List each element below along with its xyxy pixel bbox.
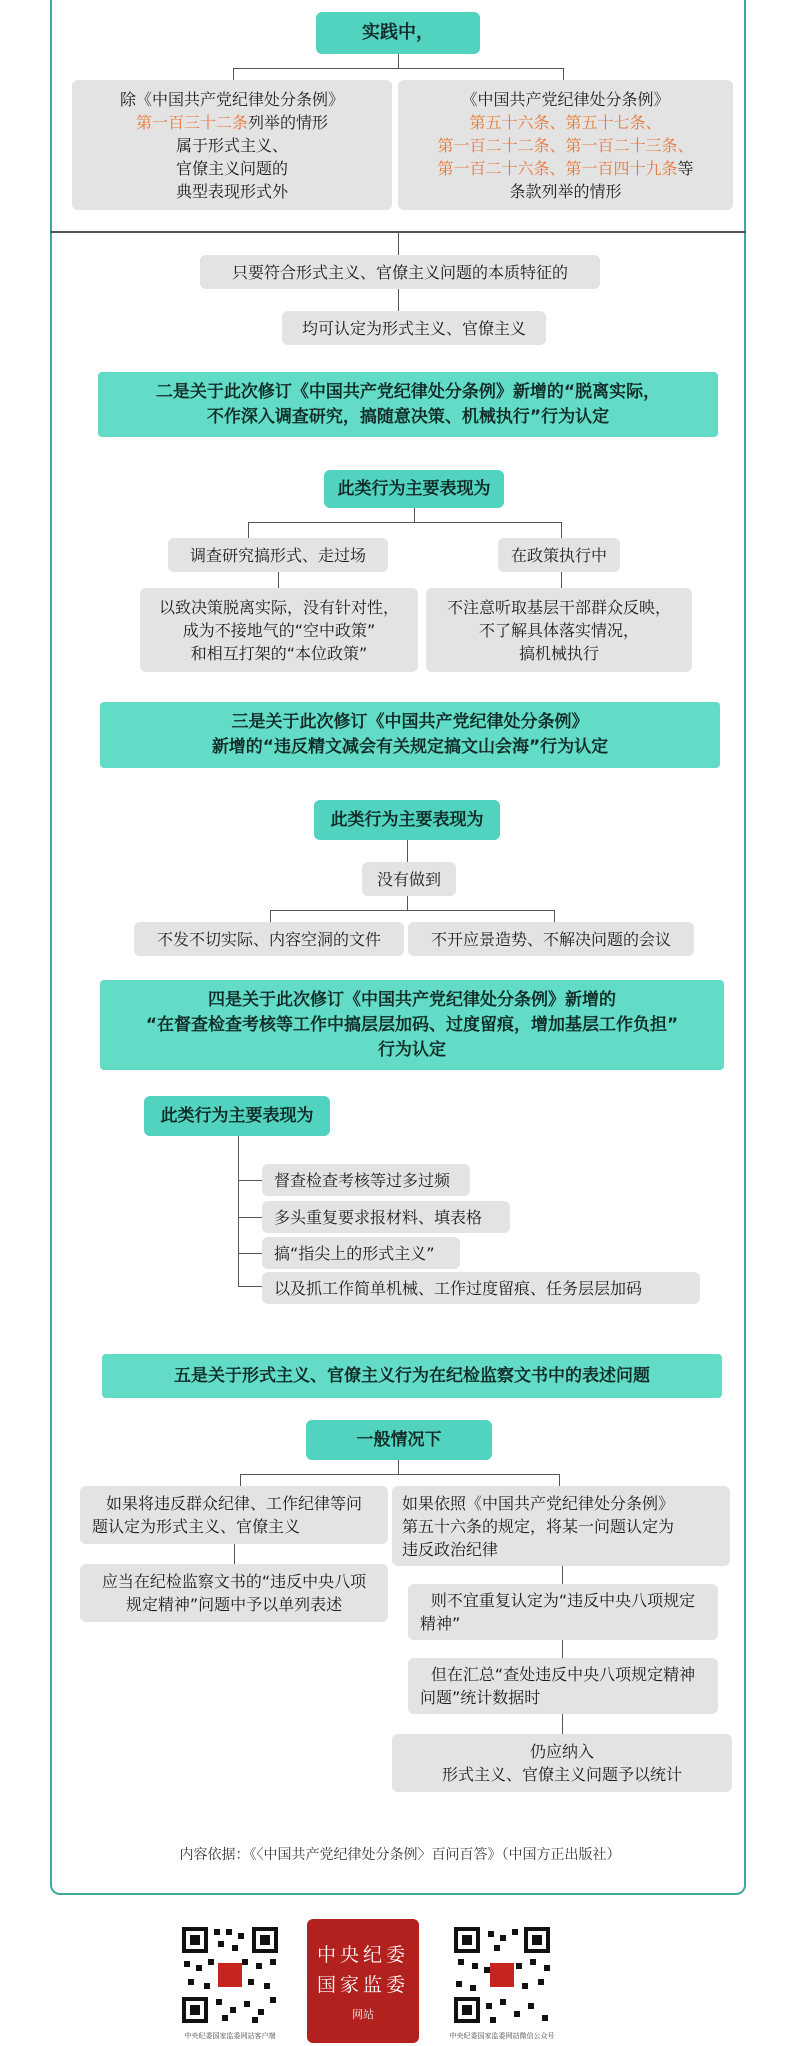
sec3-mid [362,862,456,896]
sec1-left-line4: 官僚主义问题的 [175,158,288,178]
sec2-right-desc-line2: 不了解具体落实情况， [478,620,639,640]
connector [398,54,399,68]
sec1-left-line3: 属于形式主义、 [175,135,288,155]
connector [278,572,279,588]
sec4-sub-text: 此类行为主要表现为 [160,1106,314,1126]
connector [398,233,399,255]
sec5-sub-text: 一般情况下 [356,1430,442,1450]
connector [238,1286,262,1287]
connector [398,289,399,311]
sec5-left-1-line2: 题认定为形式主义、官僚主义 [92,1517,301,1536]
sec4-item-2 [262,1201,510,1233]
article-refs: 第一百二十六条、第一百四十九条 [437,158,678,178]
connector [398,1460,399,1474]
sec5-left-2 [80,1564,388,1622]
sec1-left-line1: 除《中国共产党纪律处分条例》 [119,89,344,109]
qr-right-label: 中央纪委国家监委网站微信公众号 [449,2032,555,2040]
connector [233,68,234,80]
practice-header-text: 实践中， [362,22,434,43]
sec1-left-box [72,80,392,210]
sec3-header-line2: 新增的“违反精文减会有关规定搞文山会海”行为认定 [211,737,609,757]
sec2-left-desc-line2: 成为不接地气的“空中政策” [182,620,376,640]
sec5-right-1 [392,1486,730,1566]
sec4-item-1 [262,1164,470,1196]
sec1-right-line5: 条款列举的情形 [509,181,622,201]
sec5-right-2-line1: 则不宜重复认定为“违反中央八项规定 [430,1591,696,1610]
article-ref: 第一百三十二条 [135,112,248,132]
sec5-right-4-line1: 仍应纳入 [529,1742,594,1761]
sec3-sub-text: 此类行为主要表现为 [330,810,484,830]
qr-code-icon [450,1923,554,2027]
logo-line3: 网站 [352,2008,374,2021]
connector [554,910,555,922]
sec4-item-3 [262,1237,460,1269]
sec5-right-1-line1: 如果依照《中国共产党纪律处分条例》 [402,1493,675,1513]
sec3-sub [314,800,500,840]
sec4-header-line2: “在督查检查考核等工作中搞层层加码、过度留痕，增加基层工作负担” [145,1014,679,1035]
sec4-item-4-text: 以及抓工作简单机械、工作过度留痕、任务层层加码 [274,1278,643,1298]
sec5-header [102,1354,722,1398]
connector [240,1474,560,1475]
qr-code-right [450,1923,554,2027]
connector [270,910,555,911]
sec3-header [100,702,720,768]
sec3-mid-text: 没有做到 [376,869,441,889]
sec3-right [408,922,694,956]
sec5-right-4 [392,1734,732,1792]
connector [407,896,408,910]
connector [562,1640,563,1658]
sec3-left-text: 不发不切实际、内容空洞的文件 [156,929,381,949]
sec5-right-3-line2: 问题”统计数据时 [420,1688,541,1707]
sec5-right-1-line2: 第五十六条的规定，将某一问题认定为 [402,1516,675,1536]
connector [562,1714,563,1734]
sec2-left-desc [140,588,418,672]
sec1-right-line4 [437,157,693,180]
ccdi-logo [307,1919,419,2043]
connector [248,522,249,538]
practice-header [316,12,480,54]
qr-left-label: 中央纪委国家监委网站客户端 [184,2032,276,2040]
connector [234,1544,235,1564]
sec2-left-desc-line1: 以致决策脱离实际，没有针对性， [158,597,399,617]
connector [561,522,562,538]
sec3-left [134,922,404,956]
sec5-left-1 [80,1486,388,1544]
sec1-left-line2 [136,111,328,134]
connector [233,68,564,69]
sec5-left-1-line1: 如果将违反群众纪律、工作纪律等问 [105,1494,362,1513]
sec5-right-4-line2: 形式主义、官僚主义问题予以统计 [441,1765,682,1784]
connector [414,508,415,522]
qr-code-left [178,1923,282,2027]
sec2-right-desc-line1: 不注意听取基层干部群众反映， [446,597,671,617]
connector [238,1136,239,1286]
sec4-header [100,980,724,1070]
sec2-header-line2: 不作深入调查研究，搞随意决策、机械执行”行为认定 [206,406,610,427]
sec1-right-line4-rest: 等 [677,158,694,178]
connector [238,1217,262,1218]
sec4-item-3-text: 搞“指尖上的形式主义” [274,1243,435,1263]
sec2-left-desc-line3: 和相互打架的“本位政策” [190,643,368,663]
sec4-header-line1: 四是关于此次修订《中国共产党纪律处分条例》新增的 [208,989,616,1010]
sec5-right-1-line3: 违反政治纪律 [402,1539,499,1559]
sec5-header-text: 五是关于形式主义、官僚主义行为在纪检监察文书中的表述问题 [174,1365,650,1386]
sec5-right-3 [408,1658,718,1714]
connector [407,840,408,862]
sec1-right-line3: 第一百二十二条、第一百二十三条、 [437,135,694,155]
sec5-right-3-line1: 但在汇总“查处违反中央八项规定精神 [430,1665,696,1684]
content-source: 内容依据：《〈中国共产党纪律处分条例〉百问百答》（中国方正出版社） [179,1847,621,1863]
sec2-right-label-text: 在政策执行中 [510,545,607,565]
sec1-right-line1: 《中国共产党纪律处分条例》 [461,89,670,109]
sec2-sub-text: 此类行为主要表现为 [337,479,491,499]
sec4-item-4 [262,1272,700,1304]
connector [563,68,564,80]
sec2-header [98,372,718,437]
sec3-right-text: 不开应景造势、不解决问题的会议 [430,929,671,949]
logo-line1: 中央纪委 [316,1944,409,1966]
sec2-right-desc-line3: 搞机械执行 [518,643,599,663]
sec3-header-line1: 三是关于此次修订《中国共产党纪律处分条例》 [231,712,589,732]
sec2-left-label [168,538,388,572]
sec5-left-2-line1: 应当在纪检监察文书的“违反中央八项 [101,1572,367,1591]
conclusion-box [282,311,546,345]
sec5-sub [306,1420,492,1460]
connector [238,1180,262,1181]
logo-line2: 国家监委 [316,1974,409,1996]
connector [248,522,562,523]
sec1-left-line2-rest: 列举的情形 [248,112,329,132]
sec4-header-line3: 行为认定 [378,1039,446,1060]
sec1-left-line5: 典型表现形式外 [175,181,288,201]
connector [270,910,271,922]
sec4-item-2-text: 多头重复要求报材料、填表格 [274,1207,483,1227]
sec2-right-label [498,538,620,572]
sec4-item-1-text: 督查检查考核等过多过频 [274,1170,451,1190]
qr-code-icon [178,1923,282,2027]
sec2-sub [324,470,504,508]
sec5-right-2-line2: 精神” [420,1614,461,1633]
connector [559,1474,560,1486]
connector [562,1566,563,1584]
sec1-right-box [398,80,733,210]
essence-box [200,255,600,289]
conclusion-text: 均可认定为形式主义、官僚主义 [301,318,526,338]
connector [240,1474,241,1486]
connector [238,1253,262,1254]
connector [561,572,562,588]
sec2-header-line1: 二是关于此次修订《中国共产党纪律处分条例》新增的“脱离实际， [155,381,661,402]
essence-text: 只要符合形式主义、官僚主义问题的本质特征的 [231,262,568,282]
sec1-right-line2: 第五十六条、第五十七条、 [469,112,662,132]
sec2-left-label-text: 调查研究搞形式、走过场 [189,545,366,565]
sec4-sub [144,1096,330,1136]
sec5-right-2 [408,1584,718,1640]
sec2-right-desc [426,588,692,672]
sec5-left-2-line2: 规定精神”问题中予以单列表述 [125,1595,343,1614]
